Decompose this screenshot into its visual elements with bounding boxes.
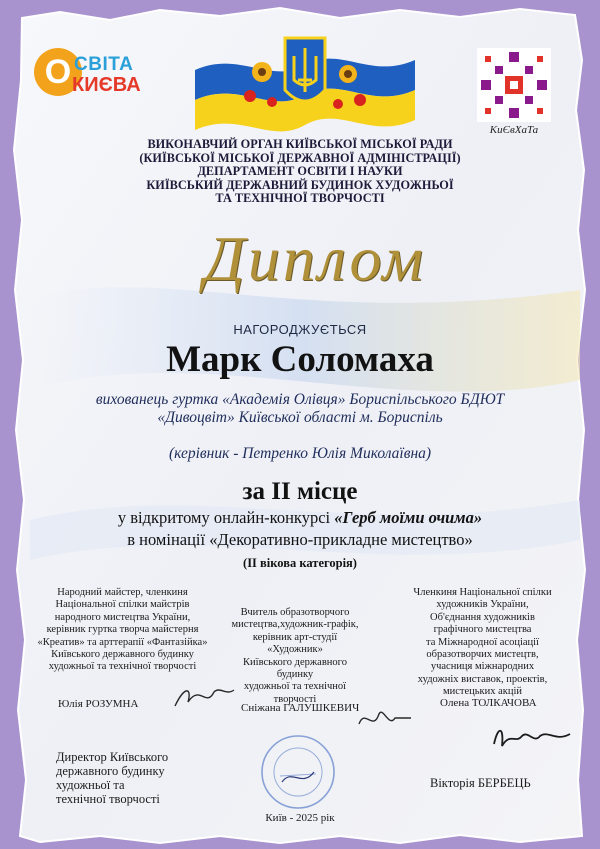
age-category: (ІІ вікова категорія) [243, 556, 357, 570]
recipient-name: Марк Соломаха [166, 339, 434, 380]
header-line: (КИЇВСЬКОЇ МІСЬКОЇ ДЕРЖАВНОЇ АДМІНІСТРАЦІЇ) [139, 150, 461, 165]
director-line: Директор Київського [56, 750, 169, 764]
signatory-line: художньої та технічної творчості [48, 661, 197, 673]
supervisor-line: (керівник - Петренко Юлія Миколаївна) [168, 445, 432, 462]
pupil-line: вихованець гуртка «Академія Олівця» Бориспільського БДЮТ [95, 391, 505, 408]
osvita-kyieva-logo [34, 48, 164, 100]
signatory-line: «Художник» [267, 644, 323, 656]
coat-of-arms-flag-emblem [190, 30, 420, 140]
signatory-line: Київського державного [243, 656, 347, 668]
contest-prefix: у відкритому онлайн-конкурсі [117, 508, 331, 527]
osvita-logo-text: СВІТА [74, 54, 134, 75]
pupil-info [45, 391, 555, 427]
official-stamp [258, 732, 338, 812]
signatory-line: керівник арт-студії [252, 631, 338, 643]
director-title [56, 750, 206, 806]
signatory-line: Об'єднання художників [430, 611, 535, 623]
signatory-line: мистецьких акцій [442, 686, 523, 698]
signatory-1-title [30, 587, 215, 674]
signatory-line: народного мистецтва України, [54, 611, 191, 623]
issuer-header [110, 138, 490, 206]
signatory-2-name: Сніжана ГАЛУШКЕВИЧ [241, 702, 360, 714]
kyieva-logo-text: КИЄВА [72, 74, 141, 96]
signature-rozumna [170, 680, 240, 712]
signatory-line: керівник гуртка творча майстерня [46, 624, 199, 636]
signature-berbets [490, 722, 575, 752]
director-line: художньої та [56, 778, 125, 792]
director-line: державного будинку [56, 764, 165, 778]
header-line: ТА ТЕХНІЧНОЇ ТВОРЧОСТІ [215, 191, 385, 205]
kyiv-logo-caption: КиЄвХаТа [489, 124, 539, 136]
pupil-line: «Дивоцвіт» Київської області м. Бориспіль [157, 409, 443, 426]
nomination-line: в номінації «Декоративно-прикладне мистецтво» [127, 530, 473, 549]
header-line: ДЕПАРТАМЕНТ ОСВІТИ І НАУКИ [197, 164, 403, 178]
signatory-line: графічного мистецтва [433, 624, 532, 636]
signatory-line: художньої та технічної [243, 681, 347, 693]
director-name: Вікторія БЕРБЕЦЬ [430, 776, 531, 790]
signatory-line: образотворчих мистецтв, [426, 649, 539, 661]
signatory-3-name: Олена ТОЛКАЧОВА [440, 697, 537, 709]
signatory-line: та Міжнародної асоціації [426, 636, 539, 648]
signatory-1-name: Юлія РОЗУМНА [58, 698, 139, 710]
header-line: ВИКОНАВЧИЙ ОРГАН КИЇВСЬКОЇ МІСЬКОЇ РАДИ [147, 137, 453, 151]
contest-line [40, 508, 560, 528]
signatory-line: мистецтва,художник-графік, [231, 619, 359, 631]
city-year: Київ - 2025 рік [265, 812, 335, 824]
signatory-line: Київського державного будинку [51, 649, 194, 661]
signatory-line: Народний майстер, членкиня [57, 587, 188, 598]
signatory-line: художників України, [436, 599, 529, 611]
header-line: КИЇВСЬКИЙ ДЕРЖАВНИЙ БУДИНОК ХУДОЖНЬОЇ [146, 177, 454, 192]
contest-name: «Герб моїми очима» [334, 508, 483, 527]
signatory-line: Національної спілки майстрів [55, 599, 190, 611]
signatory-line: «Креатив» та арттерапії «Фантазійка» [37, 636, 208, 648]
signatory-line: учасниця міжнародних [430, 661, 535, 673]
osvita-logo-circle: О [34, 48, 82, 96]
signatory-line: будинку [276, 669, 314, 681]
awarded-label: НАГОРОДЖУЄТЬСЯ [233, 322, 367, 337]
signatory-line: Членкиня Національної спілки [413, 587, 552, 598]
director-line: технічної творчості [56, 792, 160, 806]
signatory-line: Вчитель образотворчого [240, 607, 350, 618]
signature-galushkevych [355, 704, 415, 734]
signatory-line: творчості [273, 693, 317, 705]
signatory-3-title [395, 587, 570, 699]
signatory-line: художніх виставок, проектів, [417, 673, 548, 685]
diploma-title: Диплом [204, 223, 426, 294]
embroidery-ornament-logo [475, 46, 553, 124]
place-award: за ІІ місце [242, 478, 358, 505]
